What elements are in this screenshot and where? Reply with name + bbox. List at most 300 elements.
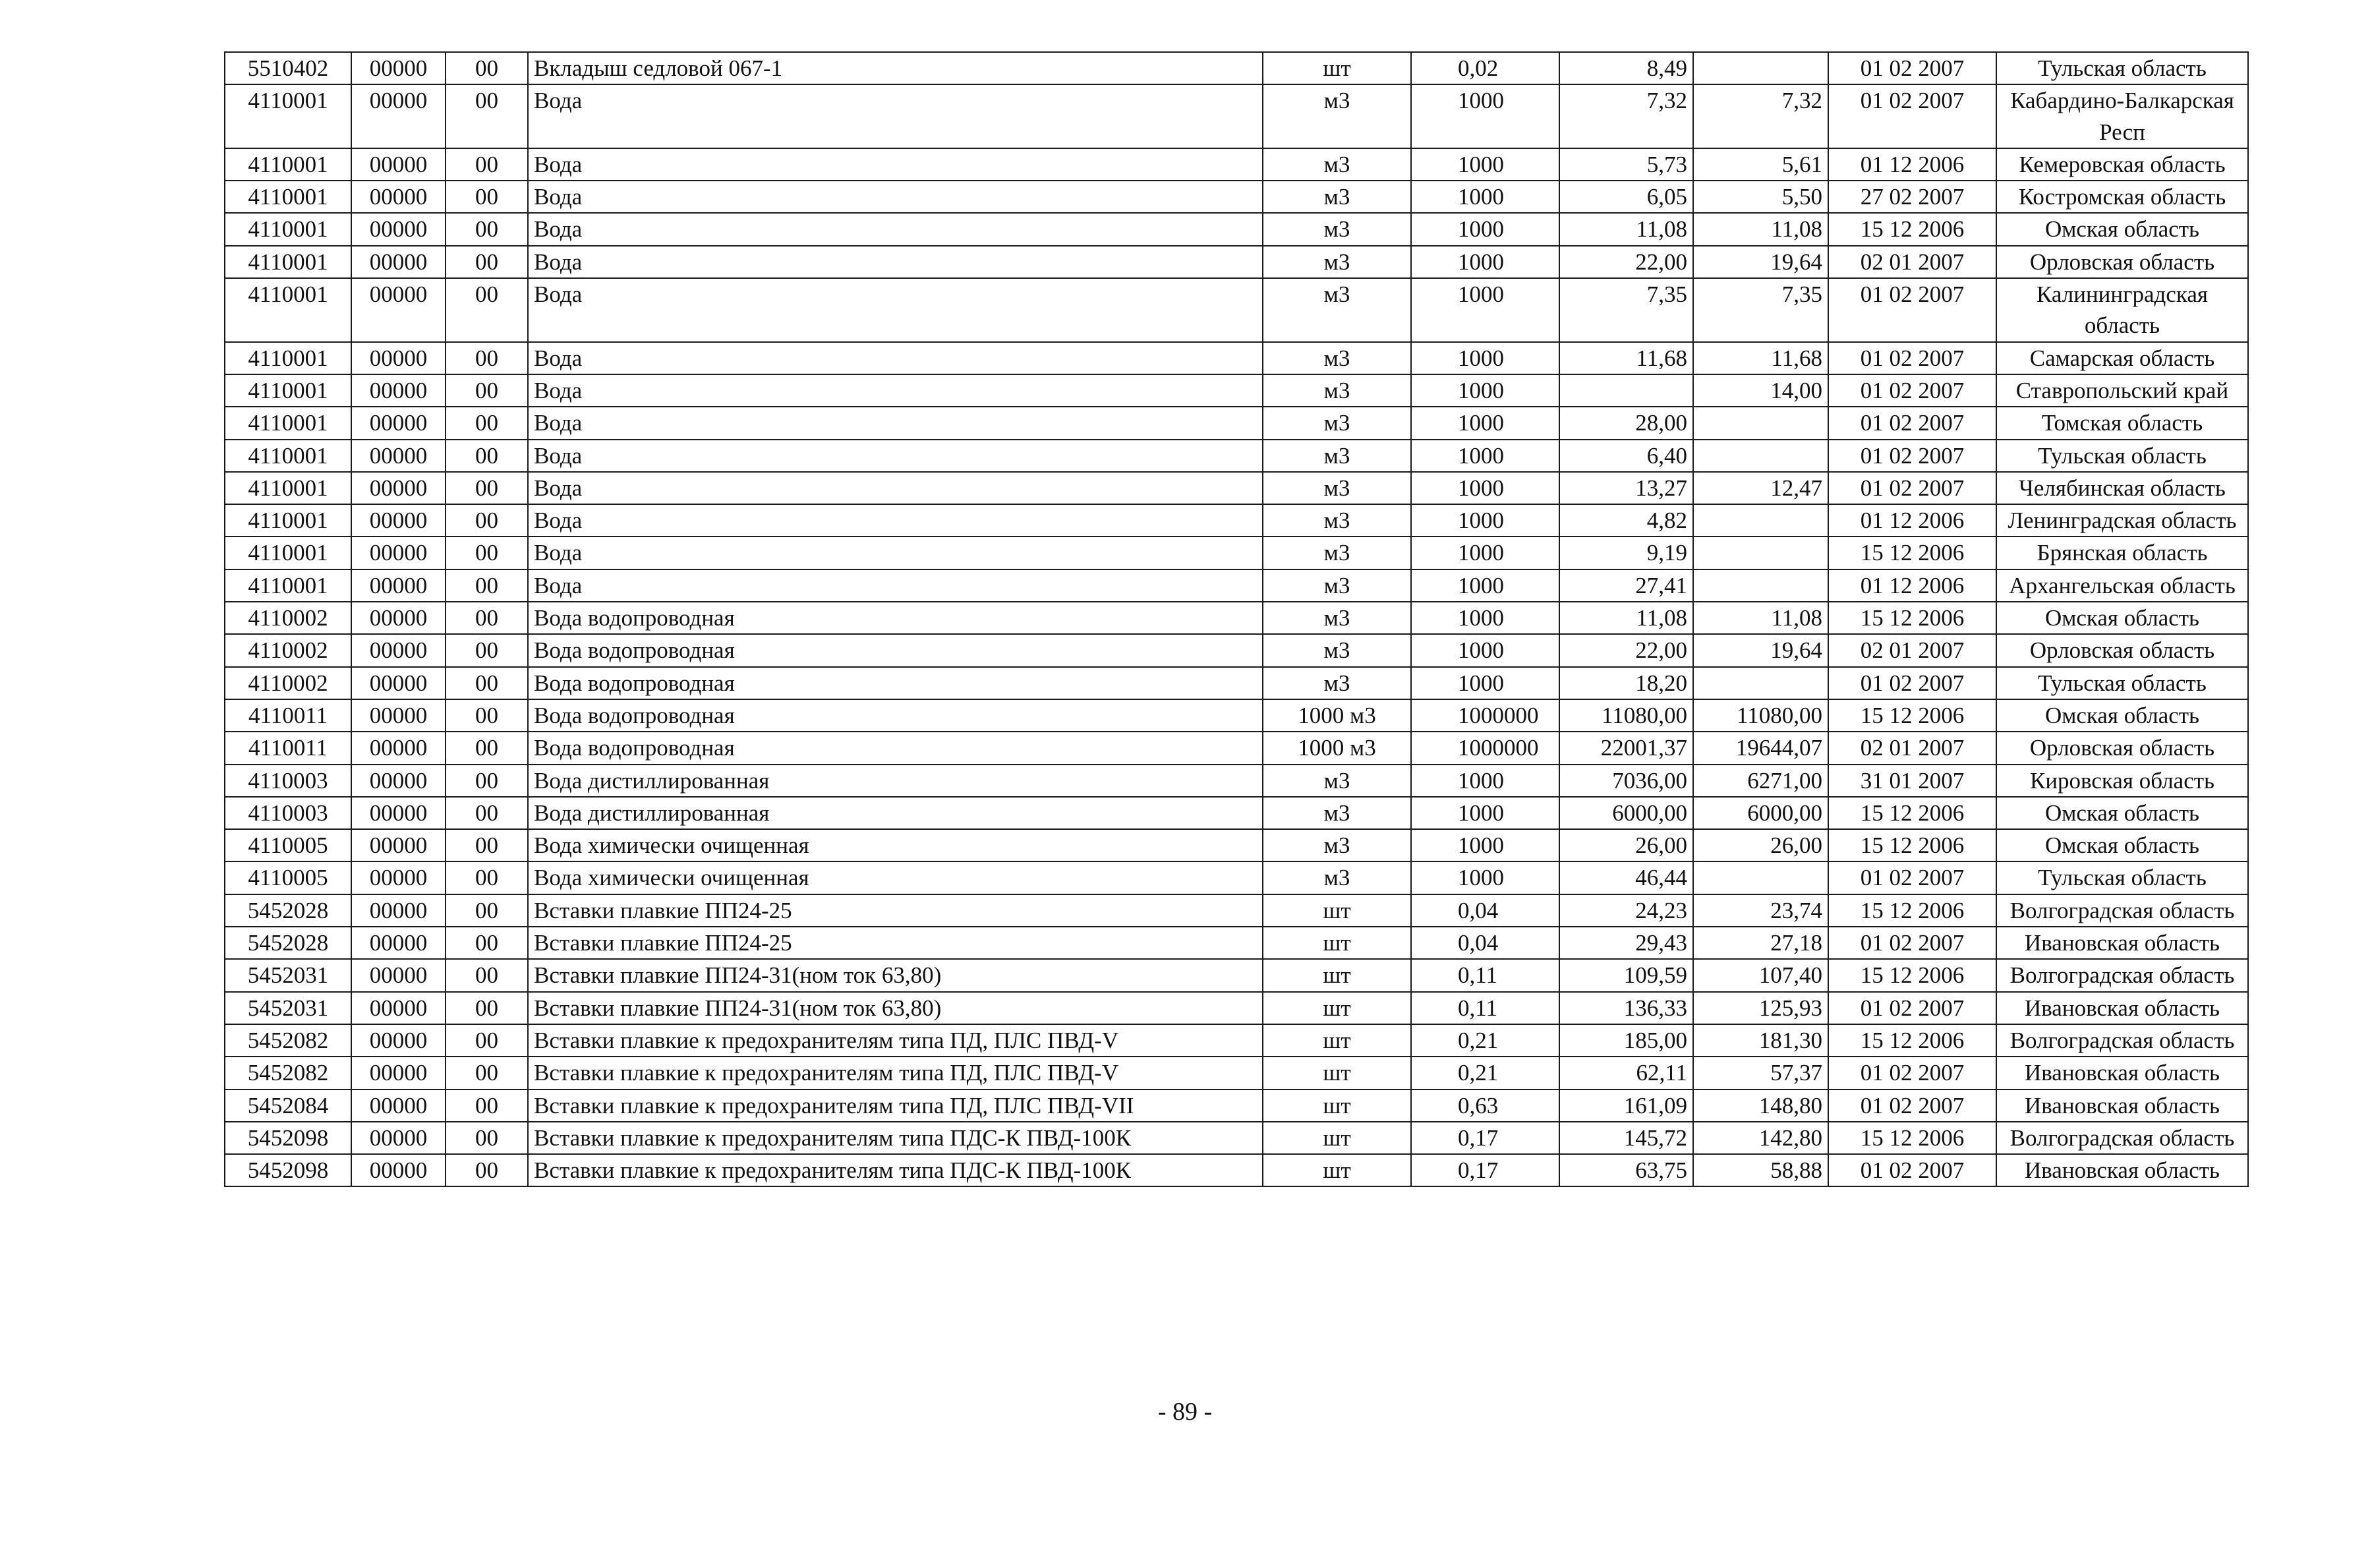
date-cell: 01 02 2007	[1828, 992, 1996, 1024]
price-with-vat-cell: 24,23	[1559, 894, 1693, 927]
price-with-vat-cell: 62,11	[1559, 1057, 1693, 1089]
product-name-cell: Вода водопроводная	[528, 732, 1263, 764]
unit-cell: шт	[1263, 959, 1411, 991]
price-without-vat-cell: 6000,00	[1693, 797, 1828, 829]
subcode-cell: 00000	[351, 440, 446, 472]
product-name-cell: Вставки плавкие ПП24-31(ном ток 63,80)	[528, 992, 1263, 1024]
table-row	[225, 861, 2248, 894]
date-cell: 01 02 2007	[1828, 374, 1996, 407]
item-code-cell: 4110001	[225, 472, 351, 504]
variant-cell: 00	[446, 374, 528, 407]
price-with-vat-cell: 145,72	[1559, 1122, 1693, 1154]
unit-cell: 1000 м3	[1263, 699, 1411, 732]
unit-cell: м3	[1263, 181, 1411, 213]
quantity-cell: 1000	[1411, 634, 1559, 666]
variant-cell: 00	[446, 667, 528, 699]
price-with-vat-cell: 6,40	[1559, 440, 1693, 472]
product-name-cell: Вставки плавкие к предохранителям типа ПДС-К ПВД-100К	[528, 1122, 1263, 1154]
date-cell: 01 02 2007	[1828, 440, 1996, 472]
price-with-vat-cell: 9,19	[1559, 537, 1693, 569]
table-row	[225, 1057, 2248, 1089]
quantity-cell: 1000	[1411, 797, 1559, 829]
price-with-vat-cell: 11,08	[1559, 213, 1693, 245]
quantity-cell: 0,17	[1411, 1154, 1559, 1186]
region-cell: Ивановская область	[1996, 927, 2248, 959]
price-with-vat-cell: 7,35	[1559, 278, 1693, 342]
subcode-cell: 00000	[351, 472, 446, 504]
quantity-cell: 1000	[1411, 181, 1559, 213]
quantity-cell: 0,21	[1411, 1057, 1559, 1089]
region-cell: Волгоградская область	[1996, 894, 2248, 927]
price-without-vat-cell	[1693, 52, 1828, 84]
table-row	[225, 213, 2248, 245]
product-name-cell: Вода	[528, 407, 1263, 439]
quantity-cell: 1000	[1411, 472, 1559, 504]
product-name-cell: Вода	[528, 84, 1263, 148]
product-name-cell: Вода химически очищенная	[528, 861, 1263, 894]
price-with-vat-cell: 5,73	[1559, 148, 1693, 181]
region-cell: Волгоградская область	[1996, 959, 2248, 991]
variant-cell: 00	[446, 407, 528, 439]
price-with-vat-cell: 6,05	[1559, 181, 1693, 213]
table-row	[225, 699, 2248, 732]
item-code-cell: 4110001	[225, 342, 351, 374]
date-cell: 01 12 2006	[1828, 504, 1996, 537]
subcode-cell: 00000	[351, 342, 446, 374]
price-with-vat-cell: 11,68	[1559, 342, 1693, 374]
item-code-cell: 4110001	[225, 84, 351, 148]
price-without-vat-cell: 58,88	[1693, 1154, 1828, 1186]
price-without-vat-cell: 148,80	[1693, 1089, 1828, 1122]
region-cell: Омская область	[1996, 699, 2248, 732]
subcode-cell: 00000	[351, 84, 446, 148]
item-code-cell: 4110001	[225, 407, 351, 439]
product-name-cell: Вода	[528, 504, 1263, 537]
quantity-cell: 1000	[1411, 374, 1559, 407]
date-cell: 15 12 2006	[1828, 602, 1996, 634]
region-cell: Омская область	[1996, 602, 2248, 634]
table-row	[225, 1024, 2248, 1057]
variant-cell: 00	[446, 472, 528, 504]
date-cell: 01 12 2006	[1828, 148, 1996, 181]
price-without-vat-cell: 11,68	[1693, 342, 1828, 374]
subcode-cell: 00000	[351, 181, 446, 213]
unit-cell: м3	[1263, 407, 1411, 439]
subcode-cell: 00000	[351, 148, 446, 181]
unit-cell: шт	[1263, 1154, 1411, 1186]
price-with-vat-cell: 27,41	[1559, 569, 1693, 602]
subcode-cell: 00000	[351, 894, 446, 927]
item-code-cell: 4110002	[225, 634, 351, 666]
table-row	[225, 992, 2248, 1024]
subcode-cell: 00000	[351, 699, 446, 732]
price-without-vat-cell: 11,08	[1693, 213, 1828, 245]
item-code-cell: 4110001	[225, 148, 351, 181]
variant-cell: 00	[446, 52, 528, 84]
item-code-cell: 4110002	[225, 667, 351, 699]
price-without-vat-cell: 11080,00	[1693, 699, 1828, 732]
region-cell: Волгоградская область	[1996, 1122, 2248, 1154]
product-name-cell: Вставки плавкие ПП24-25	[528, 927, 1263, 959]
quantity-cell: 0,11	[1411, 959, 1559, 991]
table-row	[225, 148, 2248, 181]
region-cell: Омская область	[1996, 797, 2248, 829]
price-with-vat-cell: 7,32	[1559, 84, 1693, 148]
variant-cell: 00	[446, 181, 528, 213]
date-cell: 01 02 2007	[1828, 667, 1996, 699]
price-with-vat-cell: 22001,37	[1559, 732, 1693, 764]
price-without-vat-cell: 19,64	[1693, 634, 1828, 666]
date-cell: 01 02 2007	[1828, 52, 1996, 84]
table-row	[225, 407, 2248, 439]
subcode-cell: 00000	[351, 213, 446, 245]
item-code-cell: 4110003	[225, 765, 351, 797]
subcode-cell: 00000	[351, 861, 446, 894]
unit-cell: шт	[1263, 894, 1411, 927]
product-name-cell: Вода	[528, 440, 1263, 472]
date-cell: 02 01 2007	[1828, 634, 1996, 666]
table-row	[225, 634, 2248, 666]
variant-cell: 00	[446, 278, 528, 342]
date-cell: 01 02 2007	[1828, 861, 1996, 894]
date-cell: 15 12 2006	[1828, 1122, 1996, 1154]
date-cell: 15 12 2006	[1828, 213, 1996, 245]
item-code-cell: 5452028	[225, 894, 351, 927]
product-name-cell: Вода	[528, 472, 1263, 504]
subcode-cell: 00000	[351, 732, 446, 764]
region-cell: Орловская область	[1996, 634, 2248, 666]
item-code-cell: 4110001	[225, 278, 351, 342]
table-row	[225, 52, 2248, 84]
item-code-cell: 5452031	[225, 959, 351, 991]
unit-cell: м3	[1263, 213, 1411, 245]
table-row	[225, 246, 2248, 278]
quantity-cell: 1000	[1411, 504, 1559, 537]
unit-cell: м3	[1263, 148, 1411, 181]
date-cell: 01 02 2007	[1828, 1089, 1996, 1122]
quantity-cell: 1000	[1411, 569, 1559, 602]
unit-cell: м3	[1263, 829, 1411, 861]
quantity-cell: 0,04	[1411, 927, 1559, 959]
table-row	[225, 374, 2248, 407]
region-cell: Тульская область	[1996, 52, 2248, 84]
product-name-cell: Вода химически очищенная	[528, 829, 1263, 861]
unit-cell: шт	[1263, 1024, 1411, 1057]
date-cell: 02 01 2007	[1828, 246, 1996, 278]
item-code-cell: 4110001	[225, 213, 351, 245]
quantity-cell: 1000000	[1411, 699, 1559, 732]
item-code-cell: 4110011	[225, 732, 351, 764]
subcode-cell: 00000	[351, 927, 446, 959]
product-name-cell: Вода	[528, 213, 1263, 245]
variant-cell: 00	[446, 927, 528, 959]
item-code-cell: 5452098	[225, 1154, 351, 1186]
price-without-vat-cell: 181,30	[1693, 1024, 1828, 1057]
price-without-vat-cell: 27,18	[1693, 927, 1828, 959]
price-without-vat-cell: 6271,00	[1693, 765, 1828, 797]
subcode-cell: 00000	[351, 569, 446, 602]
unit-cell: м3	[1263, 765, 1411, 797]
unit-cell: м3	[1263, 504, 1411, 537]
unit-cell: м3	[1263, 602, 1411, 634]
date-cell: 01 02 2007	[1828, 84, 1996, 148]
price-without-vat-cell: 19644,07	[1693, 732, 1828, 764]
date-cell: 01 02 2007	[1828, 407, 1996, 439]
table-row	[225, 927, 2248, 959]
unit-cell: шт	[1263, 992, 1411, 1024]
variant-cell: 00	[446, 342, 528, 374]
variant-cell: 00	[446, 1122, 528, 1154]
unit-cell: м3	[1263, 374, 1411, 407]
subcode-cell: 00000	[351, 1089, 446, 1122]
table-row	[225, 894, 2248, 927]
subcode-cell: 00000	[351, 829, 446, 861]
region-cell: Ивановская область	[1996, 1154, 2248, 1186]
region-cell: Самарская область	[1996, 342, 2248, 374]
variant-cell: 00	[446, 634, 528, 666]
date-cell: 15 12 2006	[1828, 894, 1996, 927]
variant-cell: 00	[446, 440, 528, 472]
variant-cell: 00	[446, 148, 528, 181]
product-name-cell: Вкладыш седловой 067-1	[528, 52, 1263, 84]
price-with-vat-cell: 63,75	[1559, 1154, 1693, 1186]
date-cell: 01 02 2007	[1828, 278, 1996, 342]
region-cell: Ивановская область	[1996, 1057, 2248, 1089]
date-cell: 01 02 2007	[1828, 1154, 1996, 1186]
price-without-vat-cell: 7,35	[1693, 278, 1828, 342]
price-with-vat-cell: 7036,00	[1559, 765, 1693, 797]
price-with-vat-cell: 109,59	[1559, 959, 1693, 991]
date-cell: 15 12 2006	[1828, 797, 1996, 829]
region-cell: Орловская область	[1996, 246, 2248, 278]
date-cell: 01 02 2007	[1828, 927, 1996, 959]
variant-cell: 00	[446, 84, 528, 148]
price-without-vat-cell	[1693, 504, 1828, 537]
quantity-cell: 1000	[1411, 407, 1559, 439]
region-cell: Ленинградская область	[1996, 504, 2248, 537]
quantity-cell: 1000	[1411, 861, 1559, 894]
item-code-cell: 4110011	[225, 699, 351, 732]
quantity-cell: 0,17	[1411, 1122, 1559, 1154]
item-code-cell: 5452082	[225, 1057, 351, 1089]
date-cell: 01 02 2007	[1828, 342, 1996, 374]
price-without-vat-cell: 125,93	[1693, 992, 1828, 1024]
quantity-cell: 1000	[1411, 278, 1559, 342]
price-without-vat-cell: 12,47	[1693, 472, 1828, 504]
quantity-cell: 1000	[1411, 765, 1559, 797]
subcode-cell: 00000	[351, 246, 446, 278]
region-cell: Кировская область	[1996, 765, 2248, 797]
unit-cell: м3	[1263, 342, 1411, 374]
price-without-vat-cell: 142,80	[1693, 1122, 1828, 1154]
subcode-cell: 00000	[351, 765, 446, 797]
variant-cell: 00	[446, 602, 528, 634]
price-without-vat-cell: 11,08	[1693, 602, 1828, 634]
region-cell: Костромская область	[1996, 181, 2248, 213]
date-cell: 27 02 2007	[1828, 181, 1996, 213]
region-cell: Брянская область	[1996, 537, 2248, 569]
product-name-cell: Вставки плавкие ПП24-31(ном ток 63,80)	[528, 959, 1263, 991]
region-cell: Калининградская область	[1996, 278, 2248, 342]
quantity-cell: 1000	[1411, 667, 1559, 699]
subcode-cell: 00000	[351, 537, 446, 569]
unit-cell: м3	[1263, 472, 1411, 504]
variant-cell: 00	[446, 992, 528, 1024]
price-without-vat-cell: 107,40	[1693, 959, 1828, 991]
region-cell: Волгоградская область	[1996, 1024, 2248, 1057]
product-name-cell: Вода водопроводная	[528, 699, 1263, 732]
price-without-vat-cell	[1693, 440, 1828, 472]
region-cell: Ставропольский край	[1996, 374, 2248, 407]
price-with-vat-cell	[1559, 374, 1693, 407]
quantity-cell: 1000	[1411, 213, 1559, 245]
quantity-cell: 1000	[1411, 84, 1559, 148]
quantity-cell: 0,02	[1411, 52, 1559, 84]
quantity-cell: 1000	[1411, 342, 1559, 374]
quantity-cell: 1000	[1411, 246, 1559, 278]
date-cell: 15 12 2006	[1828, 699, 1996, 732]
date-cell: 01 02 2007	[1828, 472, 1996, 504]
table-row	[225, 829, 2248, 861]
price-with-vat-cell: 18,20	[1559, 667, 1693, 699]
variant-cell: 00	[446, 537, 528, 569]
quantity-cell: 1000000	[1411, 732, 1559, 764]
table-row	[225, 569, 2248, 602]
product-name-cell: Вода	[528, 342, 1263, 374]
price-with-vat-cell: 22,00	[1559, 634, 1693, 666]
item-code-cell: 4110005	[225, 829, 351, 861]
item-code-cell: 5510402	[225, 52, 351, 84]
subcode-cell: 00000	[351, 1154, 446, 1186]
unit-cell: шт	[1263, 1057, 1411, 1089]
item-code-cell: 5452098	[225, 1122, 351, 1154]
product-name-cell: Вода	[528, 246, 1263, 278]
product-name-cell: Вставки плавкие к предохранителям типа ПД, ПЛС ПВД-V	[528, 1057, 1263, 1089]
variant-cell: 00	[446, 246, 528, 278]
item-code-cell: 5452082	[225, 1024, 351, 1057]
unit-cell: м3	[1263, 537, 1411, 569]
price-with-vat-cell: 4,82	[1559, 504, 1693, 537]
item-code-cell: 5452031	[225, 992, 351, 1024]
region-cell: Орловская область	[1996, 732, 2248, 764]
price-with-vat-cell: 161,09	[1559, 1089, 1693, 1122]
variant-cell: 00	[446, 1154, 528, 1186]
variant-cell: 00	[446, 1057, 528, 1089]
quantity-cell: 1000	[1411, 829, 1559, 861]
table-row	[225, 342, 2248, 374]
item-code-cell: 4110001	[225, 374, 351, 407]
page-number: - 89 -	[1157, 1398, 1213, 1426]
product-name-cell: Вода дистиллированная	[528, 797, 1263, 829]
product-name-cell: Вода дистиллированная	[528, 765, 1263, 797]
table-row	[225, 1122, 2248, 1154]
table-row	[225, 1089, 2248, 1122]
product-name-cell: Вода	[528, 148, 1263, 181]
date-cell: 15 12 2006	[1828, 537, 1996, 569]
quantity-cell: 0,63	[1411, 1089, 1559, 1122]
item-code-cell: 4110001	[225, 181, 351, 213]
table-row	[225, 537, 2248, 569]
subcode-cell: 00000	[351, 278, 446, 342]
subcode-cell: 00000	[351, 374, 446, 407]
variant-cell: 00	[446, 504, 528, 537]
price-without-vat-cell	[1693, 537, 1828, 569]
table-row	[225, 278, 2248, 342]
price-with-vat-cell: 11080,00	[1559, 699, 1693, 732]
item-code-cell: 4110001	[225, 569, 351, 602]
table-row	[225, 959, 2248, 991]
table-row	[225, 504, 2248, 537]
variant-cell: 00	[446, 959, 528, 991]
region-cell: Архангельская область	[1996, 569, 2248, 602]
variant-cell: 00	[446, 1024, 528, 1057]
item-code-cell: 5452084	[225, 1089, 351, 1122]
date-cell: 01 02 2007	[1828, 1057, 1996, 1089]
product-name-cell: Вода водопроводная	[528, 602, 1263, 634]
subcode-cell: 00000	[351, 634, 446, 666]
price-with-vat-cell: 13,27	[1559, 472, 1693, 504]
region-cell: Ивановская область	[1996, 992, 2248, 1024]
price-without-vat-cell: 23,74	[1693, 894, 1828, 927]
region-cell: Тульская область	[1996, 861, 2248, 894]
item-code-cell: 4110001	[225, 537, 351, 569]
region-cell: Кабардино-Балкарская Респ	[1996, 84, 2248, 148]
product-name-cell: Вода	[528, 374, 1263, 407]
region-cell: Кемеровская область	[1996, 148, 2248, 181]
price-with-vat-cell: 26,00	[1559, 829, 1693, 861]
product-name-cell: Вода водопроводная	[528, 667, 1263, 699]
price-without-vat-cell	[1693, 861, 1828, 894]
subcode-cell: 00000	[351, 407, 446, 439]
quantity-cell: 1000	[1411, 440, 1559, 472]
unit-cell: шт	[1263, 52, 1411, 84]
product-name-cell: Вода	[528, 278, 1263, 342]
price-without-vat-cell: 26,00	[1693, 829, 1828, 861]
table-row	[225, 602, 2248, 634]
quantity-cell: 0,11	[1411, 992, 1559, 1024]
price-with-vat-cell: 28,00	[1559, 407, 1693, 439]
table-row	[225, 440, 2248, 472]
table-row	[225, 472, 2248, 504]
product-name-cell: Вставки плавкие к предохранителям типа ПД, ПЛС ПВД-VII	[528, 1089, 1263, 1122]
variant-cell: 00	[446, 797, 528, 829]
quantity-cell: 0,21	[1411, 1024, 1559, 1057]
price-with-vat-cell: 22,00	[1559, 246, 1693, 278]
price-without-vat-cell: 5,61	[1693, 148, 1828, 181]
variant-cell: 00	[446, 699, 528, 732]
unit-cell: м3	[1263, 569, 1411, 602]
price-with-vat-cell: 6000,00	[1559, 797, 1693, 829]
date-cell: 01 12 2006	[1828, 569, 1996, 602]
quantity-cell: 0,04	[1411, 894, 1559, 927]
product-name-cell: Вода	[528, 181, 1263, 213]
unit-cell: м3	[1263, 861, 1411, 894]
table-row	[225, 181, 2248, 213]
date-cell: 31 01 2007	[1828, 765, 1996, 797]
date-cell: 15 12 2006	[1828, 1024, 1996, 1057]
unit-cell: м3	[1263, 797, 1411, 829]
unit-cell: м3	[1263, 634, 1411, 666]
price-without-vat-cell: 19,64	[1693, 246, 1828, 278]
price-without-vat-cell: 7,32	[1693, 84, 1828, 148]
subcode-cell: 00000	[351, 959, 446, 991]
variant-cell: 00	[446, 861, 528, 894]
item-code-cell: 4110001	[225, 246, 351, 278]
product-name-cell: Вставки плавкие к предохранителям типа ПД, ПЛС ПВД-V	[528, 1024, 1263, 1057]
price-with-vat-cell: 11,08	[1559, 602, 1693, 634]
price-with-vat-cell: 185,00	[1559, 1024, 1693, 1057]
table-row	[225, 1154, 2248, 1186]
